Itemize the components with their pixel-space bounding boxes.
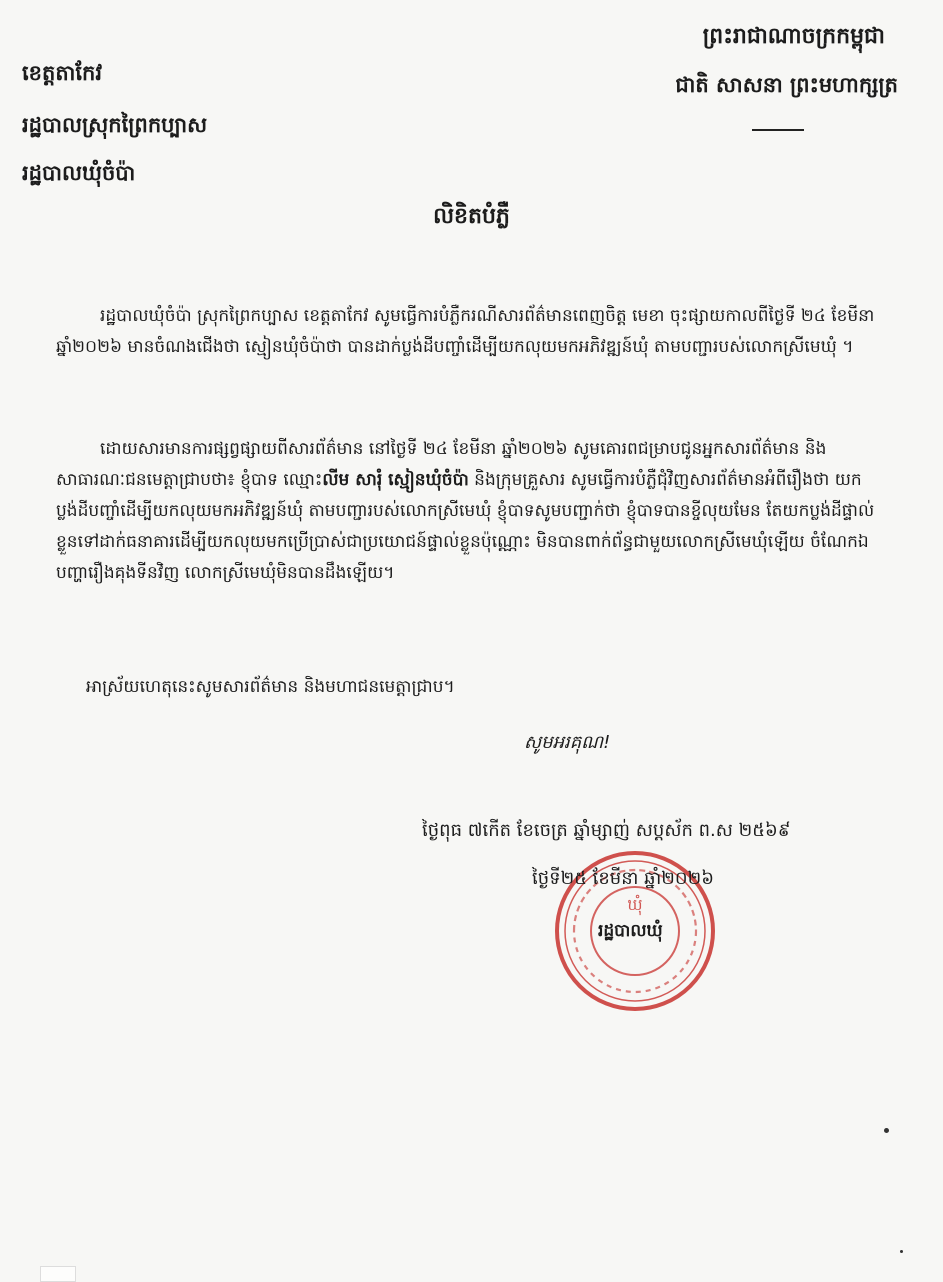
paragraph-3: អាស្រ័យហេតុនេះសូមសារព័ត៌មាន និងមហាជនមេត្តាជ្រាប។ [86,677,455,697]
svg-text:ឃុំ: ឃុំ [627,895,643,914]
paragraph-2-lead: ដោយសារមានការផ្សព្វផ្សាយពីសារព័ត៌មាន នៅថ្ងៃទី ២៤ ខែមីនា ឆ្នាំ២០២៦ សូមគោរពជម្រាបជូនអ្នកសារព័ត៌មាន និងសាធារណៈជនមេត្តាជ្រាបថា៖ ខ្ញុំបាទ ឈ្មោះ [56,439,827,490]
commune-line: រដ្ឋបាលឃុំចំប៉ា [22,161,136,185]
paragraph-2 [56,434,892,589]
paragraph-2-rest: និងក្រុមគ្រួសារ សូមធ្វើការបំភ្លឺជុំវិញសារព័ត៌មានអំពីរឿងថា យកប្លង់ដីបញ្ចាំដើម្បីយកលុយមកអភិវឌ្ឍន៍ឃុំ តាមបញ្ជារបស់លោកស្រីមេឃុំ ខ្ញុំបាទសូមបញ្ជាក់ថា ខ្ញុំបាទបានខ្ចីលុយមែន តែយកប្លង់ដីផ្ទាល់ខ្លួនទៅដាក់ធនាគារដើម្បីយកលុយមកប្រើប្រាស់ជាប្រយោជន៍ផ្ទាល់ខ្លួនប៉ុណ្ណោះ មិនបានពាក់ព័ន្ធជាមួយលោកស្រីមេឃុំឡើយ ចំណែកឯបញ្ហារឿងគុងទីនវិញ លោកស្រីមេឃុំមិនបានដឹងឡើយ។ [56,470,875,583]
seal-label: រដ្ឋបាលឃុំ [598,921,663,941]
national-motto: ជាតិ សាសនា ព្រះមហាក្សត្រ [675,73,898,97]
lunar-date: ថ្ងៃពុធ ៧កើត ខែចេត្រ ឆ្នាំម្សាញ់ សប្តស័ក ព.ស ២៥៦៩ [422,820,791,841]
province-line: ខេត្តតាកែវ [22,61,102,85]
speck-mark [900,1250,903,1253]
kingdom-heading: ព្រះរាជាណាចក្រកម្ពុជា [702,24,885,49]
district-line: រដ្ឋបាលស្រុកព្រៃកប្បាស [22,113,208,137]
motto-underline [752,129,804,131]
solar-date: ថ្ងៃទី២៥ ខែមីនា ឆ្នាំ២០២៦ [532,868,714,889]
speck-mark [884,1128,889,1133]
paragraph-1: រដ្ឋបាលឃុំចំប៉ា ស្រុកព្រៃកប្បាស ខេត្តតាកែវ សូមធ្វើការបំភ្លឺករណីសារព័ត៌មានពេញចិត្ត មេខា ចុះផ្សាយកាលពីថ្ងៃទី ២៤ ខែមីនា ឆ្នាំ២០២៦ មានចំណងជើងថា ស្មៀនឃុំចំប៉ាថា បានដាក់ប្លង់ដីបញ្ចាំដើម្បីយកលុយមកអភិវឌ្ឍន៍ឃុំ តាមបញ្ជារបស់លោកស្រីមេឃុំ ។ [56,306,875,357]
closing-thanks: សូមអរគុណ! [524,732,611,753]
clerk-name: លីម សារុំ ស្មៀនឃុំចំប៉ា [322,470,469,490]
letter-title: លិខិតបំភ្លឺ [433,204,510,229]
